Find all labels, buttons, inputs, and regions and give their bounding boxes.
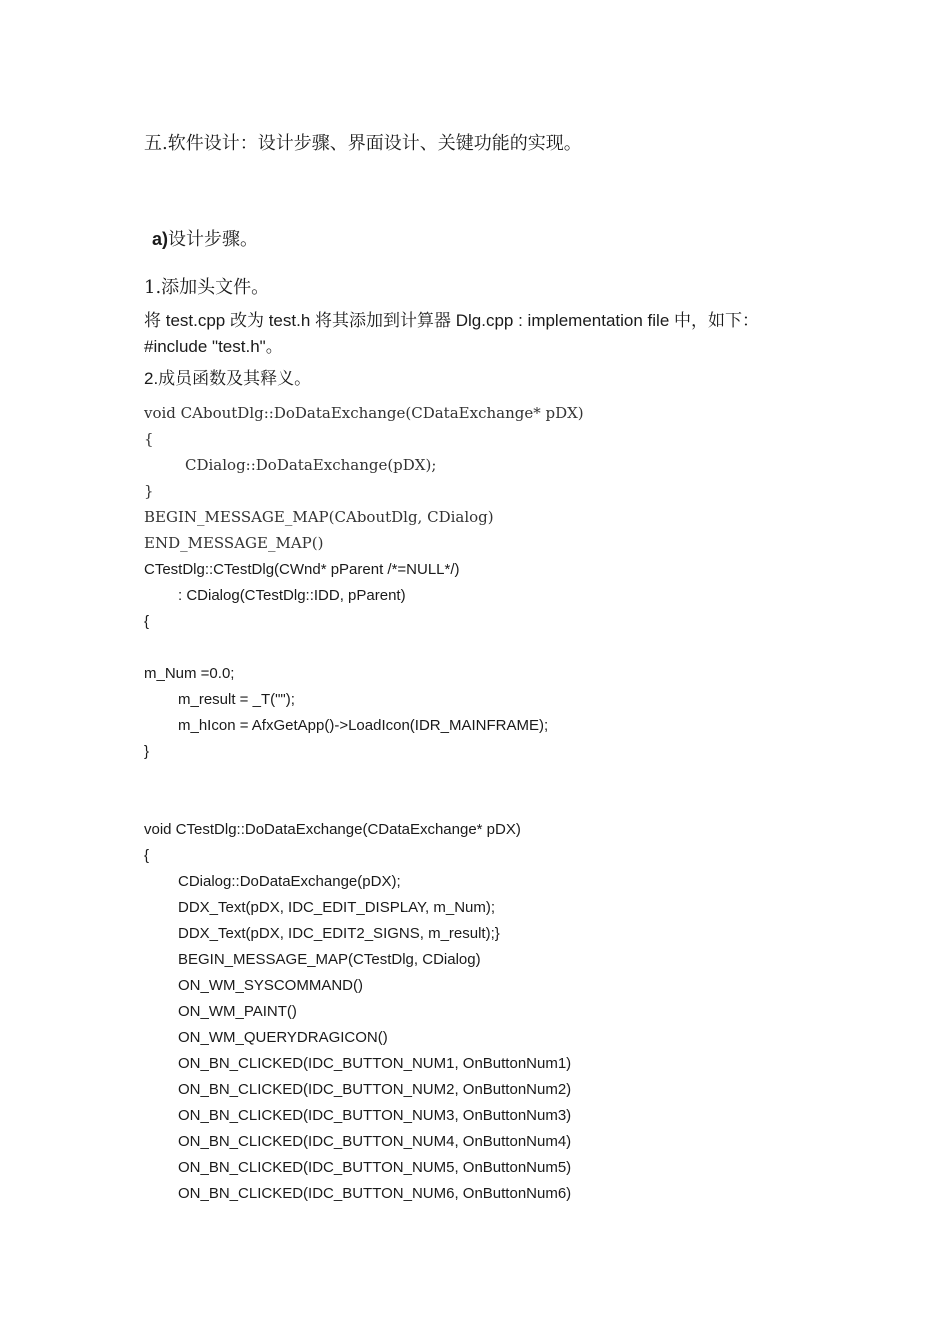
code-line: CDialog::DoDataExchange(pDX); [178, 873, 401, 890]
code-line: CDialog::DoDataExchange(pDX); [185, 456, 437, 474]
code-line: CTestDlg::CTestDlg(CWnd* pParent /*=NULL*/) [144, 561, 460, 578]
code-line: BEGIN_MESSAGE_MAP(CTestDlg, CDialog) [178, 951, 481, 968]
code-line: END_MESSAGE_MAP() [144, 534, 324, 552]
code-line: ON_WM_SYSCOMMAND() [178, 977, 364, 994]
code-line: { [144, 613, 150, 630]
code-line: ON_BN_CLICKED(IDC_BUTTON_NUM2, OnButtonNum2) [178, 1081, 572, 1098]
subheading-label: a) [152, 229, 169, 249]
code-line: ON_BN_CLICKED(IDC_BUTTON_NUM6, OnButtonNum6) [178, 1185, 572, 1202]
code-line: void CAboutDlg::DoDataExchange(CDataExchange* pDX) [144, 404, 584, 422]
code-line: ON_BN_CLICKED(IDC_BUTTON_NUM1, OnButtonNum1) [178, 1055, 572, 1072]
code-line: DDX_Text(pDX, IDC_EDIT2_SIGNS, m_result);} [178, 925, 500, 942]
subheading-text: 设计步骤。 [168, 229, 259, 250]
code-line: ON_BN_CLICKED(IDC_BUTTON_NUM3, OnButtonNum3) [178, 1107, 572, 1124]
code-line: } [144, 482, 154, 500]
code-line: ON_WM_QUERYDRAGICON() [178, 1029, 388, 1046]
step1-line2: #include "test.h"。 [144, 337, 283, 356]
code-line: ON_BN_CLICKED(IDC_BUTTON_NUM4, OnButtonNum4) [178, 1133, 572, 1150]
code-line: { [144, 430, 154, 448]
code-line: { [144, 847, 150, 864]
code-line: m_Num =0.0; [144, 665, 235, 682]
step2-title: 2.成员函数及其释义。 [144, 369, 312, 388]
code-line: m_hIcon = AfxGetApp()->LoadIcon(IDR_MAINFRAME); [178, 717, 549, 734]
code-line: ON_BN_CLICKED(IDC_BUTTON_NUM5, OnButtonNum5) [178, 1159, 572, 1176]
step1-title: 1.添加头文件。 [144, 277, 270, 298]
code-line: : CDialog(CTestDlg::IDD, pParent) [178, 587, 406, 604]
code-line: BEGIN_MESSAGE_MAP(CAboutDlg, CDialog) [144, 508, 494, 526]
subheading [144, 214, 258, 249]
code-line: } [144, 743, 150, 760]
step1-line1: 将 test.cpp 改为 test.h 将其添加到计算器 Dlg.cpp : implementation file 中，如下： [144, 311, 759, 330]
code-line: m_result = _T(""); [178, 691, 295, 708]
code-line: ON_WM_PAINT() [178, 1003, 297, 1020]
code-line: DDX_Text(pDX, IDC_EDIT_DISPLAY, m_Num); [178, 899, 496, 916]
section-heading: 五.软件设计：设计步骤、界面设计、关键功能的实现。 [144, 133, 582, 154]
code-line: void CTestDlg::DoDataExchange(CDataExchange* pDX) [144, 821, 521, 838]
